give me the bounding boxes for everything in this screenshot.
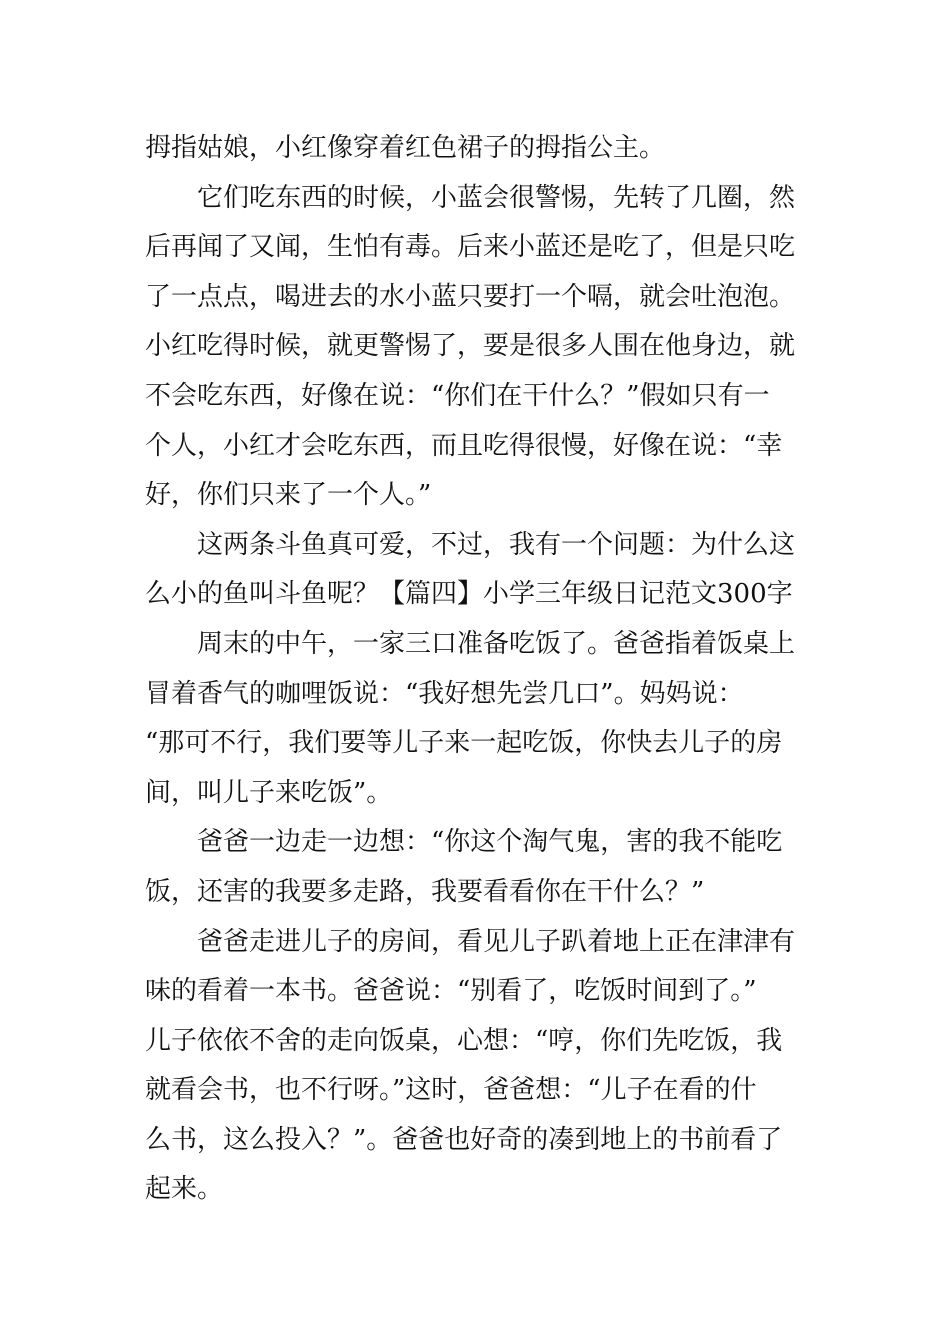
text-line: 小红吃得时候，就更警惕了，要是很多人围在他身边，就 [145,331,796,362]
text-line: 了一点点，喝进去的水小蓝只要打一个嗝，就会吐泡泡。 [145,281,796,312]
text-line: 饭，还害的我要多走路，我要看看你在干什么？” [145,876,705,907]
text-line: 爸爸一边走一边想：“你这个淘气鬼，害的我不能吃 [197,827,783,858]
text-line: 好，你们只来了一个人。” [145,480,432,511]
text-line: 间，叫儿子来吃饭”。 [145,777,393,808]
text-line: 么书，这么投入？”。爸爸也好奇的凑到地上的书前看了 [145,1124,783,1155]
text-line: 个人，小红才会吃东西，而且吃得很慢，好像在说：“幸 [145,430,783,461]
text-line: 起来。 [145,1174,224,1205]
text-line: 就看会书，也不行呀。”这时，爸爸想：“儿子在看的什 [145,1075,757,1106]
text-line: 这两条斗鱼真可爱，不过，我有一个问题：为什么这 [197,529,796,560]
text-line: 它们吃东西的时候，小蓝会很警惕，先转了几圈，然 [197,182,796,213]
text-line: 么小的鱼叫斗鱼呢？【篇四】小学三年级日记范文300字 [145,579,793,610]
text-line: 味的看着一本书。爸爸说：“别看了，吃饭时间到了。” [145,976,757,1007]
text-line: 儿子依依不舍的走向饭桌，心想：“哼，你们先吃饭，我 [145,1025,783,1056]
text-line: 周末的中午，一家三口准备吃饭了。爸爸指着饭桌上 [197,628,796,659]
text-line: 爸爸走进儿子的房间，看见儿子趴着地上正在津津有 [197,926,796,957]
text-line: 后再闻了又闻，生怕有毒。后来小蓝还是吃了，但是只吃 [145,232,796,263]
text-line: 冒着香气的咖哩饭说：“我好想先尝几口”。妈妈说： [145,678,744,709]
text-line: 不会吃东西，好像在说：“你们在干什么？”假如只有一 [145,380,770,411]
body-text [145,124,807,1215]
text-line: 拇指姑娘，小红像穿着红色裙子的拇指公主。 [145,133,666,163]
text-line: “那可不行，我们要等儿子来一起吃饭，你快去儿子的房 [145,728,783,759]
